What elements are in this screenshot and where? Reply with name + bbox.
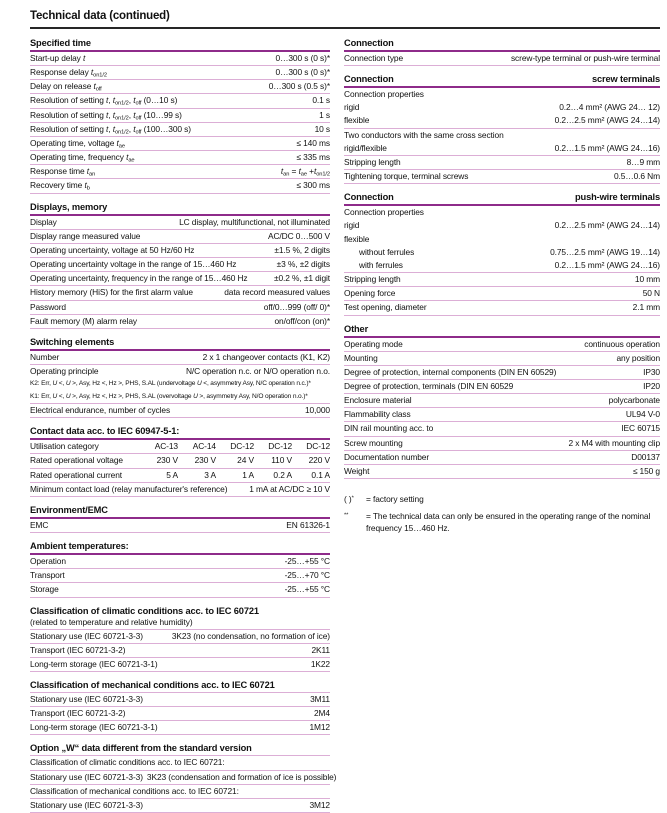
table-row xyxy=(30,365,330,378)
row-value: 10 s xyxy=(314,123,330,134)
row-value: 0.2…1.5 mm² (AWG 24…16) xyxy=(554,142,660,153)
table-row xyxy=(344,101,660,114)
table-row xyxy=(30,165,330,179)
row-value: 0.2…2.5 mm² (AWG 24…14) xyxy=(554,115,660,126)
table-row xyxy=(30,707,330,721)
row-text: K1: Err, U <, U >, Asy, Hz <, Hz >, PHS, S.AL (overvoltage U >, asymmetry Asy, N/O operation n.o.)* xyxy=(30,392,308,400)
table-row xyxy=(30,378,330,391)
table-row xyxy=(30,583,330,597)
row-label: Operating principle xyxy=(30,365,99,376)
row-label: Operating time, voltage $t_{ae}$ xyxy=(30,137,125,150)
row-label: Password xyxy=(30,301,66,312)
table-row xyxy=(344,408,660,422)
table-row xyxy=(30,286,330,300)
row-value: EN 61326-1 xyxy=(286,519,330,530)
row-value: screw-type terminal or push-wire terminal xyxy=(510,53,660,63)
row-value: 2K11 xyxy=(311,644,330,655)
row-value: ±0.2 %, ±1 digit xyxy=(273,273,330,284)
table-row xyxy=(30,94,330,108)
table-row xyxy=(30,756,330,770)
row-label: Minimum contact load (relay manufacturer's reference) xyxy=(30,483,228,494)
section-title xyxy=(344,191,660,206)
section xyxy=(30,201,330,329)
section xyxy=(344,323,660,480)
row-value: 0.75…2.5 mm² (AWG 19…14) xyxy=(550,246,660,257)
section xyxy=(30,504,330,533)
row-label: Stationary use (IEC 60721-3-3) xyxy=(30,799,143,810)
table-row xyxy=(30,137,330,151)
row-label: Number xyxy=(30,351,60,362)
table-row xyxy=(30,569,330,583)
row-value: 1 mA at AC/DC ≥ 10 V xyxy=(249,483,330,494)
row-label: Rated operational current xyxy=(30,469,123,480)
table-row xyxy=(30,658,330,672)
table-row xyxy=(344,219,660,232)
table-row xyxy=(344,422,660,436)
page-title: Technical data (continued) xyxy=(30,8,660,29)
table-row xyxy=(30,258,330,272)
row-value: 1M12 xyxy=(309,722,330,733)
table-row xyxy=(30,109,330,123)
table-row xyxy=(344,352,660,366)
table-row xyxy=(30,483,330,497)
section xyxy=(30,742,337,813)
row-label: Operating time, frequency $t_{ae}$ xyxy=(30,152,135,164)
row-label: History memory (HiS) for the first alarm value xyxy=(30,287,193,298)
section-title xyxy=(344,73,660,88)
row-label: Operation xyxy=(30,556,66,567)
table-cell: AC-13 xyxy=(154,441,178,452)
row-label: Utilisation category xyxy=(30,441,99,452)
table-row xyxy=(344,142,660,156)
row-label: Resolution of setting t, $t_{on1/2}$, $t_{off}$ (100…300 s) xyxy=(30,123,191,136)
table-cell: 24 V xyxy=(237,455,254,466)
section xyxy=(30,540,330,597)
column-right xyxy=(344,30,660,813)
row-value: UL94 V-0 xyxy=(625,409,660,420)
row-label: rigid/flexible xyxy=(344,142,387,153)
row-value: data record measured values xyxy=(224,287,330,298)
row-value: 3K23 (condensation and formation of ice is possible) xyxy=(146,771,337,782)
row-label: Long-term storage (IEC 60721-3-1) xyxy=(30,722,158,733)
table-row xyxy=(30,785,330,799)
footnote xyxy=(344,509,660,538)
section-title-text: Connection xyxy=(344,192,394,203)
row-value: -25…+55 °C xyxy=(284,556,330,567)
section-title-text: Classification of mechanical conditions acc. to IEC 60721 xyxy=(30,680,275,690)
row-label: Resolution of setting t, $t_{on1/2}$, $t_{off}$ (0…10 s) xyxy=(30,95,178,107)
two-column-layout xyxy=(30,30,660,813)
row-value: 0.1 s xyxy=(312,95,330,106)
row-value: ±3 %, ±2 digits xyxy=(276,259,330,270)
table-row xyxy=(344,287,660,301)
section xyxy=(30,37,330,194)
row-label: Display xyxy=(30,216,57,227)
table-row xyxy=(30,693,330,707)
row-label: Test opening, diameter xyxy=(344,302,427,313)
row-value: continuous operation xyxy=(584,338,660,349)
row-cells xyxy=(140,471,330,481)
row-value: 0.2…2.5 mm² (AWG 24…14) xyxy=(554,220,660,231)
row-value: 10 mm xyxy=(634,274,660,285)
row-label: Connection properties xyxy=(344,89,424,100)
row-label: Response time $t_{an}$ xyxy=(30,166,96,178)
row-value: 0…300 s (0 s)* xyxy=(275,67,330,78)
footnote xyxy=(344,492,660,509)
table-row xyxy=(30,52,330,66)
table-cell: DC-12 xyxy=(268,441,292,452)
table-cell: 230 V xyxy=(156,455,178,466)
section-title-text: Option „W“ data different from the standard version xyxy=(30,743,252,754)
table-row xyxy=(30,391,330,405)
table-cell: DC-12 xyxy=(230,441,254,452)
row-label: Tightening torque, terminal screws xyxy=(344,171,469,182)
section-title-right: push-wire terminals xyxy=(575,192,660,203)
section-title xyxy=(30,201,330,216)
row-value: 2M4 xyxy=(314,708,330,719)
table-row xyxy=(30,315,330,329)
row-label: Start-up delay t xyxy=(30,53,86,63)
section xyxy=(30,336,330,418)
row-value: 3K23 (no condensation, no formation of ice) xyxy=(171,630,330,641)
row-value: 8…9 mm xyxy=(626,156,660,167)
row-label: Connection type xyxy=(344,53,404,63)
section-title-text: Other xyxy=(344,323,369,334)
table-row xyxy=(30,301,330,315)
section-title-text: Switching elements xyxy=(30,336,115,347)
section-title-text: Classification of climatic conditions acc. to IEC 60721 xyxy=(30,605,259,616)
row-label: Stationary use (IEC 60721-3-3) xyxy=(30,694,143,704)
table-row xyxy=(344,394,660,408)
section-title xyxy=(30,336,330,351)
table-row xyxy=(30,179,330,193)
row-label: DIN rail mounting acc. to xyxy=(344,423,434,434)
row-label: rigid xyxy=(344,220,360,231)
row-value: 0.2…1.5 mm² (AWG 24…16) xyxy=(554,259,660,270)
table-row xyxy=(30,272,330,286)
table-row xyxy=(30,454,330,468)
row-label: Rated operational voltage xyxy=(30,455,123,466)
row-value: any position xyxy=(616,352,660,363)
row-label: Stripping length xyxy=(344,156,401,167)
footnote-marker: ** xyxy=(344,512,349,519)
row-label: Weight xyxy=(344,465,370,476)
row-value: ≤ 140 ms xyxy=(296,137,330,148)
table-cell: 0.1 A xyxy=(311,469,330,480)
row-value: 0…300 s (0 s)* xyxy=(275,53,330,63)
row-label: Delay on release $t_{off}$ xyxy=(30,81,102,93)
row-label: Opening force xyxy=(344,288,396,299)
row-label: Resolution of setting t, $t_{on1/2}$, $t_{off}$ (10…99 s) xyxy=(30,109,182,122)
section-title xyxy=(30,679,330,693)
table-row xyxy=(344,206,660,219)
row-value: $t_{an} = t_{ae} +t_{on1/2}$ xyxy=(280,166,330,178)
section-title-text: Displays, memory xyxy=(30,201,108,212)
section xyxy=(30,425,330,497)
row-label: Screw mounting xyxy=(344,437,403,448)
table-row xyxy=(344,259,660,273)
row-value: ≤ 150 g xyxy=(632,465,660,476)
row-value: -25…+55 °C xyxy=(284,584,330,595)
row-value: on/off/con (on)* xyxy=(274,315,330,326)
row-value: IEC 60715 xyxy=(621,423,660,434)
table-row xyxy=(30,123,330,137)
section-title xyxy=(344,323,660,338)
row-label: Fault memory (M) alarm relay xyxy=(30,315,138,326)
footnotes xyxy=(344,492,660,538)
row-value: 1K22 xyxy=(310,658,330,669)
row-label: Stripping length xyxy=(344,274,401,285)
row-value: 3M12 xyxy=(309,799,330,810)
row-value: off/0…999 (off/ 0)* xyxy=(263,301,330,312)
table-row xyxy=(30,519,330,533)
table-row xyxy=(344,246,660,259)
table-row xyxy=(30,555,330,569)
row-label: without ferrules xyxy=(359,246,415,257)
table-row xyxy=(344,301,660,315)
row-label: Flammability class xyxy=(344,409,411,420)
row-value: 0.5…0.6 Nm xyxy=(613,171,660,182)
section-title-right: screw terminals xyxy=(591,74,660,85)
section-title xyxy=(30,37,330,52)
section-title xyxy=(30,425,330,440)
row-label: Operating uncertainty voltage in the range of 15…460 Hz xyxy=(30,259,237,270)
row-label: Connection properties xyxy=(344,207,424,218)
table-row xyxy=(30,230,330,244)
section xyxy=(344,191,660,315)
table-row xyxy=(30,721,330,735)
footnote-text: = The technical data can only be ensured in the operating range of the nominal frequency 15…460 Hz. xyxy=(366,511,651,533)
table-row xyxy=(344,233,660,246)
table-cell: 3 A xyxy=(204,469,216,480)
row-label: flexible xyxy=(344,115,370,126)
row-label: with ferrules xyxy=(359,259,403,270)
row-label: Response delay $t_{on1/2}$ xyxy=(30,67,107,79)
row-label: Stationary use (IEC 60721-3-3) xyxy=(30,630,143,641)
section xyxy=(30,679,330,735)
table-cell: 110 V xyxy=(271,455,292,466)
row-label: Electrical endurance, number of cycles xyxy=(30,405,171,416)
section-title xyxy=(30,605,330,616)
table-row xyxy=(344,338,660,352)
section-title xyxy=(30,742,330,756)
row-label: Transport (IEC 60721-3-2) xyxy=(30,644,126,655)
table-row xyxy=(344,380,660,394)
table-cell: DC-12 xyxy=(306,441,330,452)
table-row xyxy=(30,630,330,644)
table-cell: 220 V xyxy=(308,455,330,466)
table-row xyxy=(344,52,660,66)
row-label: flexible xyxy=(344,233,370,244)
row-value: 0…300 s (0.5 s)* xyxy=(268,81,330,92)
section-title xyxy=(30,540,330,555)
table-row xyxy=(344,156,660,170)
row-value: 0.2…4 mm² (AWG 24… 12) xyxy=(559,102,660,113)
row-text: Classification of mechanical conditions acc. to IEC 60721: xyxy=(30,785,239,796)
row-label: Documentation number xyxy=(344,451,430,462)
row-label: Mounting xyxy=(344,352,378,363)
table-row xyxy=(344,170,660,184)
row-label: Degree of protection, terminals (DIN EN 60529 xyxy=(344,380,514,391)
row-text: Classification of climatic conditions acc. to IEC 60721: xyxy=(30,757,225,768)
table-row xyxy=(30,771,337,785)
row-value: 2 x 1 changeover contacts (K1, K2) xyxy=(202,351,330,362)
row-label: Operating uncertainty, frequency in the range of 15…460 Hz xyxy=(30,273,248,284)
table-row xyxy=(30,404,330,418)
section-title-text: Contact data acc. to IEC 60947-5-1: xyxy=(30,426,180,437)
row-value: 10,000 xyxy=(304,405,330,416)
row-value: 3M11 xyxy=(310,694,330,704)
table-row xyxy=(30,469,330,483)
section-title-text: Connection xyxy=(344,74,394,85)
table-row xyxy=(30,351,330,365)
table-row xyxy=(344,88,660,101)
footnote-marker: ( )* xyxy=(344,494,354,505)
table-row xyxy=(344,114,660,128)
row-label: Degree of protection, internal components (DIN EN 60529) xyxy=(344,366,557,377)
row-value: polycarbonate xyxy=(608,395,660,406)
row-label: EMC xyxy=(30,519,49,530)
row-value: N/C operation n.c. or N/O operation n.o. xyxy=(185,365,330,376)
table-row xyxy=(344,366,660,380)
row-value: ≤ 300 ms xyxy=(296,180,330,191)
section-title xyxy=(344,37,660,52)
row-value: AC/DC 0…500 V xyxy=(267,230,330,241)
table-row xyxy=(30,151,330,165)
row-value: D00137 xyxy=(631,451,660,462)
table-cell: 5 A xyxy=(166,469,178,480)
row-value: ≤ 335 ms xyxy=(296,152,330,163)
row-label: Recovery time $t_b$ xyxy=(30,180,90,192)
row-value: 1 s xyxy=(319,109,330,120)
table-row xyxy=(30,66,330,80)
row-label: Transport xyxy=(30,570,65,581)
table-row xyxy=(344,273,660,287)
table-row xyxy=(30,244,330,258)
row-value: -25…+70 °C xyxy=(284,570,330,581)
table-row xyxy=(344,465,660,479)
row-value: LC display, multifunctional, not illuminated xyxy=(179,216,330,227)
row-label: Stationary use (IEC 60721-3-3) xyxy=(30,771,143,782)
table-row xyxy=(30,80,330,94)
row-text: K2: Err, U <, U >, Asy, Hz <, Hz >, PHS, S.AL (undervoltage U <, asymmetry Asy, N/C operation n.c.)* xyxy=(30,380,311,388)
section-title-text: Ambient temperatures: xyxy=(30,541,129,552)
table-row xyxy=(30,799,330,813)
row-label: Operating uncertainty, voltage at 50 Hz/60 Hz xyxy=(30,244,195,255)
row-value: IP30 xyxy=(643,366,660,377)
table-row xyxy=(30,644,330,658)
row-cells xyxy=(140,442,330,452)
section-title-text: Environment/EMC xyxy=(30,504,108,515)
table-cell: 0.2 A xyxy=(273,469,292,480)
row-label: Long-term storage (IEC 60721-3-1) xyxy=(30,658,158,669)
row-label: Operating mode xyxy=(344,338,403,349)
row-label: Storage xyxy=(30,584,59,595)
row-value: 50 N xyxy=(642,288,660,299)
table-row xyxy=(30,216,330,230)
row-label: Two conductors with the same cross section xyxy=(344,129,504,140)
table-row xyxy=(344,129,660,142)
table-row xyxy=(344,451,660,465)
row-label: Display range measured value xyxy=(30,230,141,241)
section xyxy=(344,37,660,66)
section xyxy=(30,605,330,672)
footnote-text: = factory setting xyxy=(366,494,424,505)
section xyxy=(344,73,660,184)
section-title-text: Connection xyxy=(344,38,394,48)
row-cells xyxy=(140,456,330,466)
column-left xyxy=(30,30,337,813)
section-title xyxy=(30,504,330,519)
row-label: Transport (IEC 60721-3-2) xyxy=(30,708,126,719)
table-row xyxy=(344,437,660,451)
table-cell: AC-14 xyxy=(192,441,216,452)
table-cell: 230 V xyxy=(194,455,216,466)
section-title-text: Specified time xyxy=(30,38,91,48)
row-value: 2.1 mm xyxy=(632,302,660,313)
section-subtitle: (related to temperature and relative humidity) xyxy=(30,616,330,630)
row-value: 2 x M4 with mounting clip xyxy=(568,437,660,448)
row-value: IP20 xyxy=(643,380,660,391)
row-label: Enclosure material xyxy=(344,395,412,406)
table-cell: 1 A xyxy=(242,469,254,480)
row-value: ±1.5 %, 2 digits xyxy=(274,244,330,255)
table-row xyxy=(30,440,330,454)
row-label: rigid xyxy=(344,102,360,113)
